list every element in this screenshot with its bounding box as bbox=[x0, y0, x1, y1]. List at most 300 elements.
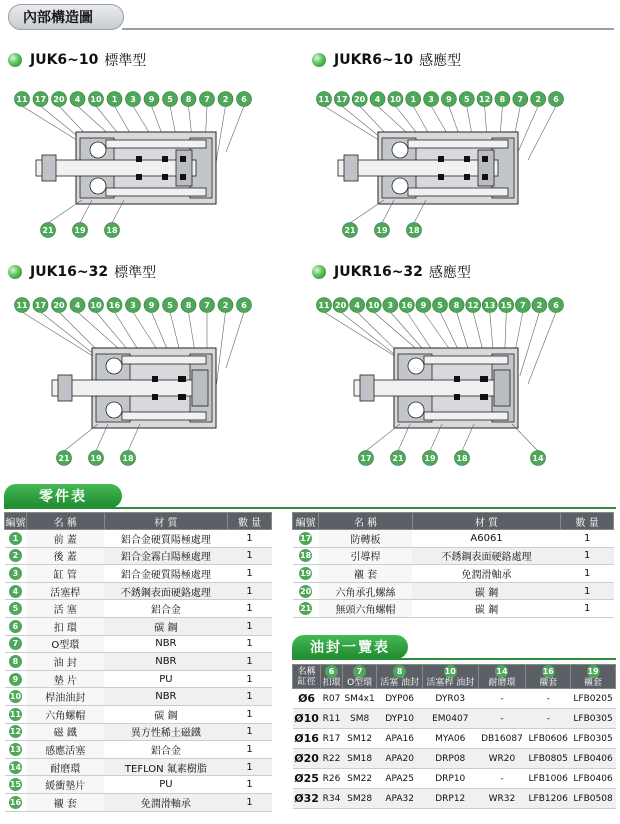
parts-table-right bbox=[292, 512, 614, 618]
part-name: 扣 環 bbox=[26, 617, 104, 635]
part-number-badge: 6 bbox=[9, 620, 22, 633]
callout-label: 20 bbox=[335, 301, 347, 310]
bolt-hole bbox=[408, 358, 424, 374]
part-name: 缸 管 bbox=[26, 565, 104, 583]
callout-label: 3 bbox=[130, 301, 136, 310]
callout-label: 19 bbox=[376, 226, 388, 235]
guide-rod bbox=[122, 356, 206, 364]
callout-leader-line bbox=[350, 200, 384, 223]
part-material: NBR bbox=[104, 653, 228, 671]
seal-mark bbox=[152, 376, 158, 382]
callout-label: 1 bbox=[111, 95, 118, 104]
callout-leader-line bbox=[226, 106, 244, 152]
part-name: 油 封 bbox=[26, 653, 104, 671]
callout-label: 18 bbox=[456, 454, 468, 463]
part-number-badge: 16 bbox=[542, 667, 554, 676]
guide-rod bbox=[424, 356, 508, 364]
callout-label: 2 bbox=[222, 301, 229, 310]
part-number-badge: 3 bbox=[9, 567, 22, 580]
callout-label: 12 bbox=[479, 95, 491, 104]
callout-leader-line bbox=[366, 424, 400, 451]
callout-label: 21 bbox=[42, 226, 54, 235]
seal-mark bbox=[482, 174, 488, 180]
seal-column-header bbox=[321, 665, 343, 689]
table-row bbox=[293, 789, 616, 809]
part-number-badge: 9 bbox=[9, 673, 22, 686]
callout-label: 7 bbox=[520, 301, 526, 310]
parts-divider bbox=[4, 507, 616, 509]
seal-mark bbox=[180, 376, 186, 382]
callout-label: 20 bbox=[53, 95, 65, 104]
cylinder-diagram-jukr16-32 bbox=[306, 290, 616, 468]
part-material: NBR bbox=[104, 635, 228, 653]
table-row bbox=[5, 547, 272, 565]
seal-column-label: O型環 bbox=[347, 678, 373, 688]
part-number-badge: 11 bbox=[9, 709, 22, 719]
seal-column-header bbox=[422, 665, 478, 689]
table-row bbox=[293, 582, 614, 600]
seal-code: LFB1206 bbox=[526, 789, 571, 809]
piston bbox=[192, 370, 208, 406]
table-row bbox=[5, 600, 272, 618]
part-material: 不銹鋼表面硬鉻處理 bbox=[412, 547, 561, 565]
seal-code: DRP10 bbox=[422, 769, 478, 789]
parts-list-tab: 零件表 bbox=[4, 484, 122, 508]
part-name: 前 蓋 bbox=[26, 530, 104, 548]
callout-label: 17 bbox=[336, 95, 348, 104]
callout-label: 10 bbox=[90, 301, 102, 310]
callout-leader-line bbox=[528, 106, 556, 160]
seal-code: - bbox=[478, 769, 526, 789]
seal-code: DRP08 bbox=[422, 749, 478, 769]
part-name: 襯 套 bbox=[26, 793, 104, 811]
seal-code: - bbox=[526, 689, 571, 709]
seal-mark bbox=[464, 174, 470, 180]
seal-table bbox=[292, 664, 616, 809]
seal-code: LFB0305 bbox=[571, 729, 616, 749]
table-row bbox=[5, 776, 272, 794]
callout-label: 5 bbox=[167, 301, 173, 310]
header-divider bbox=[122, 28, 614, 30]
part-number-badge: 10 bbox=[9, 692, 22, 702]
diagram-title-2: JUKR6~10 感應型 bbox=[312, 50, 461, 70]
callout-label: 4 bbox=[374, 95, 381, 104]
part-name: 後 蓋 bbox=[26, 547, 104, 565]
part-name: 無頭六角螺帽 bbox=[319, 600, 412, 618]
table-row bbox=[293, 729, 616, 749]
callout-label: 10 bbox=[389, 95, 401, 104]
seal-mark bbox=[162, 174, 168, 180]
part-number-badge: 21 bbox=[300, 604, 312, 614]
callout-label: 19 bbox=[74, 226, 86, 235]
piston-rod bbox=[338, 160, 498, 176]
guide-rod bbox=[106, 188, 206, 196]
seal-mark bbox=[438, 174, 444, 180]
callout-leader-line bbox=[528, 312, 556, 384]
callout-label: 9 bbox=[420, 301, 427, 310]
seal-code: WR32 bbox=[478, 789, 526, 809]
callout-label: 20 bbox=[53, 301, 65, 310]
part-quantity: 1 bbox=[228, 741, 272, 759]
hex-nut bbox=[58, 375, 72, 401]
callout-label: 2 bbox=[536, 301, 543, 310]
part-quantity: 1 bbox=[228, 547, 272, 565]
part-material: PU bbox=[104, 670, 228, 688]
seal-column-label: 活塞桿 油封 bbox=[426, 678, 475, 688]
callout-label: 4 bbox=[74, 301, 81, 310]
part-name: 磁 鐵 bbox=[26, 723, 104, 741]
seal-mark bbox=[136, 174, 142, 180]
seal-code: LFB0406 bbox=[571, 749, 616, 769]
callout-label: 7 bbox=[204, 95, 210, 104]
part-material: 鋁合金 bbox=[104, 741, 228, 759]
piston bbox=[176, 150, 192, 186]
part-quantity: 1 bbox=[228, 617, 272, 635]
seal-column-label: 活塞 油封 bbox=[380, 678, 420, 688]
part-material: 鋁合金 bbox=[104, 600, 228, 618]
callout-label: 20 bbox=[354, 95, 366, 104]
seal-code: MYA06 bbox=[422, 729, 478, 749]
bolt-hole bbox=[408, 402, 424, 418]
table-row bbox=[293, 769, 616, 789]
part-quantity: 1 bbox=[561, 565, 614, 583]
piston-rod bbox=[36, 160, 196, 176]
part-number-badge: 16 bbox=[9, 797, 22, 807]
callout-label: 2 bbox=[222, 95, 229, 104]
seal-list-tab: 油封一覽表 bbox=[292, 635, 408, 659]
callout-label: 19 bbox=[90, 454, 102, 463]
callout-label: 6 bbox=[241, 95, 247, 104]
part-material: 鋁合金硬質陽極處理 bbox=[104, 530, 228, 548]
callout-label: 7 bbox=[517, 95, 524, 104]
callout-label: 16 bbox=[108, 301, 121, 310]
table-row bbox=[5, 617, 272, 635]
part-material: 免潤滑軸承 bbox=[104, 793, 228, 811]
table-row bbox=[293, 709, 616, 729]
seal-mark bbox=[162, 156, 168, 162]
piston bbox=[494, 370, 510, 406]
table-row bbox=[5, 670, 272, 688]
part-number-badge: 1 bbox=[9, 532, 22, 545]
part-number-badge: 18 bbox=[300, 551, 312, 561]
seal-code: LFB0606 bbox=[526, 729, 571, 749]
part-material: 鋁合金霧白陽極處理 bbox=[104, 547, 228, 565]
part-material: TEFLON 氟素樹脂 bbox=[104, 758, 228, 776]
bolt-hole bbox=[392, 178, 408, 194]
callout-label: 11 bbox=[318, 301, 330, 310]
part-quantity: 1 bbox=[561, 530, 614, 548]
callout-label: 4 bbox=[74, 95, 81, 104]
callout-leader-line bbox=[48, 200, 82, 223]
seal-code: DYP10 bbox=[377, 709, 423, 729]
seal-code: DRP12 bbox=[422, 789, 478, 809]
part-number-badge: 6 bbox=[325, 665, 338, 678]
bore-size: Ø25 bbox=[293, 769, 321, 789]
seal-code: SM4x1 bbox=[342, 689, 377, 709]
col-qty: 數 量 bbox=[228, 513, 272, 530]
part-quantity: 1 bbox=[228, 723, 272, 741]
callout-leader-line bbox=[520, 312, 540, 376]
seal-code: DYP06 bbox=[377, 689, 423, 709]
part-material: NBR bbox=[104, 688, 228, 706]
bore-size: Ø10 bbox=[293, 709, 321, 729]
col-qty: 數 量 bbox=[561, 513, 614, 530]
callout-label: 3 bbox=[130, 95, 136, 104]
seal-code: LFB0406 bbox=[571, 769, 616, 789]
piston-rod bbox=[52, 380, 196, 396]
callout-label: 8 bbox=[453, 301, 460, 310]
callout-label: 6 bbox=[553, 301, 559, 310]
part-name: O型環 bbox=[26, 635, 104, 653]
green-ball-icon bbox=[312, 265, 326, 279]
part-number-badge: 15 bbox=[9, 780, 22, 790]
piston bbox=[478, 150, 494, 186]
callout-label: 10 bbox=[368, 301, 380, 310]
callout-label: 3 bbox=[387, 301, 394, 310]
part-quantity: 1 bbox=[228, 530, 272, 548]
green-ball-icon bbox=[8, 265, 22, 279]
guide-rod bbox=[424, 412, 508, 420]
seal-mark bbox=[180, 174, 186, 180]
seal-column-label: 襯套 bbox=[539, 678, 558, 688]
part-quantity: 1 bbox=[228, 670, 272, 688]
seal-code: LFB0205 bbox=[571, 689, 616, 709]
callout-label: 17 bbox=[34, 95, 47, 104]
bolt-hole bbox=[392, 142, 408, 158]
callout-label: 7 bbox=[204, 301, 210, 310]
callout-label: 3 bbox=[428, 95, 434, 104]
part-number-badge: 12 bbox=[9, 727, 22, 737]
callout-label: 9 bbox=[148, 95, 155, 104]
part-name: 防轉板 bbox=[319, 530, 412, 548]
callout-label: 6 bbox=[553, 95, 559, 104]
callout-label: 13 bbox=[484, 301, 496, 310]
guide-rod bbox=[122, 412, 206, 420]
part-number-badge: 2 bbox=[9, 549, 22, 562]
part-quantity: 1 bbox=[228, 635, 272, 653]
seal-code: R11 bbox=[321, 709, 343, 729]
part-material: 異方性稀土磁鐵 bbox=[104, 723, 228, 741]
part-name: 活塞桿 bbox=[26, 582, 104, 600]
callout-label: 9 bbox=[148, 301, 155, 310]
table-row bbox=[293, 600, 614, 618]
part-material: 碳 鋼 bbox=[104, 705, 228, 723]
part-quantity: 1 bbox=[228, 600, 272, 618]
bolt-hole bbox=[106, 358, 122, 374]
part-quantity: 1 bbox=[228, 758, 272, 776]
col-material: 材 質 bbox=[104, 513, 228, 530]
hex-nut bbox=[344, 155, 358, 181]
seal-code: APA32 bbox=[377, 789, 423, 809]
part-number-badge: 19 bbox=[300, 568, 312, 578]
col-name: 名 稱 bbox=[319, 513, 412, 530]
table-row bbox=[5, 582, 272, 600]
table-row bbox=[5, 530, 272, 548]
seal-code: LFB0805 bbox=[526, 749, 571, 769]
part-quantity: 1 bbox=[228, 776, 272, 794]
seal-column-label: 襯套 bbox=[584, 678, 603, 688]
part-material: PU bbox=[104, 776, 228, 794]
callout-label: 16 bbox=[401, 301, 413, 310]
table-row bbox=[293, 547, 614, 565]
part-quantity: 1 bbox=[228, 582, 272, 600]
part-number-badge: 17 bbox=[300, 533, 312, 543]
seal-code: APA20 bbox=[377, 749, 423, 769]
seal-code: LFB0508 bbox=[571, 789, 616, 809]
part-number-badge: 10 bbox=[444, 667, 456, 676]
callout-label: 5 bbox=[167, 95, 173, 104]
seal-code: SM22 bbox=[342, 769, 377, 789]
part-number-badge: 8 bbox=[393, 665, 406, 678]
part-number-badge: 7 bbox=[9, 637, 22, 650]
callout-label: 6 bbox=[241, 301, 247, 310]
green-ball-icon bbox=[8, 53, 22, 67]
callout-label: 4 bbox=[354, 301, 360, 310]
callout-label: 19 bbox=[424, 454, 436, 463]
part-name: 襯 套 bbox=[319, 565, 412, 583]
callout-label: 11 bbox=[16, 95, 28, 104]
callout-leader-line bbox=[215, 106, 225, 168]
bolt-hole bbox=[106, 402, 122, 418]
table-row bbox=[5, 741, 272, 759]
seal-code: SM28 bbox=[342, 789, 377, 809]
seal-code: R17 bbox=[321, 729, 343, 749]
seal-code: - bbox=[478, 709, 526, 729]
part-name: 耐磨環 bbox=[26, 758, 104, 776]
diagram-title-1: JUK6~10 標準型 bbox=[8, 50, 146, 70]
part-name: 緩衝墊片 bbox=[26, 776, 104, 794]
callout-label: 18 bbox=[106, 226, 118, 235]
guide-rod bbox=[408, 188, 508, 196]
callout-label: 11 bbox=[16, 301, 28, 310]
callout-label: 12 bbox=[467, 301, 479, 310]
part-number-badge: 19 bbox=[587, 667, 599, 676]
seal-column-label: 耐磨環 bbox=[488, 678, 516, 688]
callout-label: 1 bbox=[410, 95, 417, 104]
diagram-title-4: JUKR16~32 感應型 bbox=[312, 262, 471, 282]
part-quantity: 1 bbox=[228, 705, 272, 723]
part-number-badge: 5 bbox=[9, 602, 22, 615]
part-name: 六角螺帽 bbox=[26, 705, 104, 723]
col-number: 編號 bbox=[293, 513, 319, 530]
part-material: 碳 鋼 bbox=[104, 617, 228, 635]
seal-mark bbox=[454, 376, 460, 382]
seal-code: R34 bbox=[321, 789, 343, 809]
table-row bbox=[5, 723, 272, 741]
seal-code: - bbox=[526, 709, 571, 729]
seal-column-header bbox=[571, 665, 616, 689]
part-quantity: 1 bbox=[228, 793, 272, 811]
part-name: 桿油油封 bbox=[26, 688, 104, 706]
seal-code: DB16087 bbox=[478, 729, 526, 749]
part-quantity: 1 bbox=[561, 547, 614, 565]
callout-label: 5 bbox=[437, 301, 443, 310]
table-row bbox=[293, 749, 616, 769]
table-row bbox=[5, 793, 272, 811]
seal-code: APA25 bbox=[377, 769, 423, 789]
table-row bbox=[5, 653, 272, 671]
part-number-badge: 13 bbox=[9, 744, 22, 754]
hex-nut bbox=[360, 375, 374, 401]
part-material: A6061 bbox=[412, 530, 561, 548]
bolt-hole bbox=[90, 142, 106, 158]
seal-code: APA16 bbox=[377, 729, 423, 749]
bore-size: Ø32 bbox=[293, 789, 321, 809]
part-quantity: 1 bbox=[228, 653, 272, 671]
callout-leader-line bbox=[226, 312, 244, 368]
part-quantity: 1 bbox=[228, 565, 272, 583]
cylinder-diagram-jukr6-10 bbox=[306, 84, 616, 240]
callout-label: 8 bbox=[185, 95, 192, 104]
seal-column-header bbox=[377, 665, 423, 689]
callout-label: 21 bbox=[392, 454, 404, 463]
callout-label: 8 bbox=[185, 301, 192, 310]
callout-label: 2 bbox=[535, 95, 541, 104]
seal-mark bbox=[180, 394, 186, 400]
seal-code: DYR03 bbox=[422, 689, 478, 709]
callout-leader-line bbox=[64, 424, 98, 451]
table-row bbox=[5, 635, 272, 653]
part-number-badge: 4 bbox=[9, 585, 22, 598]
seal-divider bbox=[292, 658, 616, 660]
callout-label: 21 bbox=[58, 454, 70, 463]
corner-bottom-label: 缸徑 bbox=[297, 676, 316, 687]
part-quantity: 1 bbox=[561, 600, 614, 618]
callout-label: 14 bbox=[532, 454, 544, 463]
section-header-title: 內部構造圖 bbox=[23, 10, 93, 26]
part-name: 墊 片 bbox=[26, 670, 104, 688]
part-name: 引導桿 bbox=[319, 547, 412, 565]
part-name: 感應活塞 bbox=[26, 741, 104, 759]
guide-rod bbox=[408, 140, 508, 148]
guide-rod bbox=[106, 140, 206, 148]
seal-code: SM8 bbox=[342, 709, 377, 729]
seal-code: R26 bbox=[321, 769, 343, 789]
seal-mark bbox=[136, 156, 142, 162]
part-name: 六角承孔螺絲 bbox=[319, 582, 412, 600]
seal-mark bbox=[464, 156, 470, 162]
part-quantity: 1 bbox=[228, 688, 272, 706]
seal-corner-header bbox=[293, 665, 321, 689]
part-material: 不銹鋼表面硬鉻處理 bbox=[104, 582, 228, 600]
parts-table-left bbox=[4, 512, 272, 812]
hex-nut bbox=[42, 155, 56, 181]
part-number-badge: 8 bbox=[9, 655, 22, 668]
callout-label: 21 bbox=[344, 226, 356, 235]
callout-label: 5 bbox=[463, 95, 470, 104]
table-row bbox=[5, 705, 272, 723]
part-material: 鋁合金硬質陽極處理 bbox=[104, 565, 228, 583]
piston-rod bbox=[354, 380, 498, 396]
seal-code: SM18 bbox=[342, 749, 377, 769]
seal-mark bbox=[152, 394, 158, 400]
table-row bbox=[5, 688, 272, 706]
callout-label: 9 bbox=[446, 95, 452, 104]
seal-mark bbox=[454, 394, 460, 400]
seal-mark bbox=[438, 156, 444, 162]
callout-label: 17 bbox=[360, 454, 372, 463]
bore-size: Ø16 bbox=[293, 729, 321, 749]
seal-code: EM0407 bbox=[422, 709, 478, 729]
col-material: 材 質 bbox=[412, 513, 561, 530]
callout-label: 17 bbox=[34, 301, 47, 310]
part-number-badge: 20 bbox=[300, 586, 312, 596]
table-row bbox=[293, 689, 616, 709]
seal-code: R07 bbox=[321, 689, 343, 709]
part-material: 碳 鋼 bbox=[412, 600, 561, 618]
callout-label: 18 bbox=[122, 454, 134, 463]
part-material: 碳 鋼 bbox=[412, 582, 561, 600]
